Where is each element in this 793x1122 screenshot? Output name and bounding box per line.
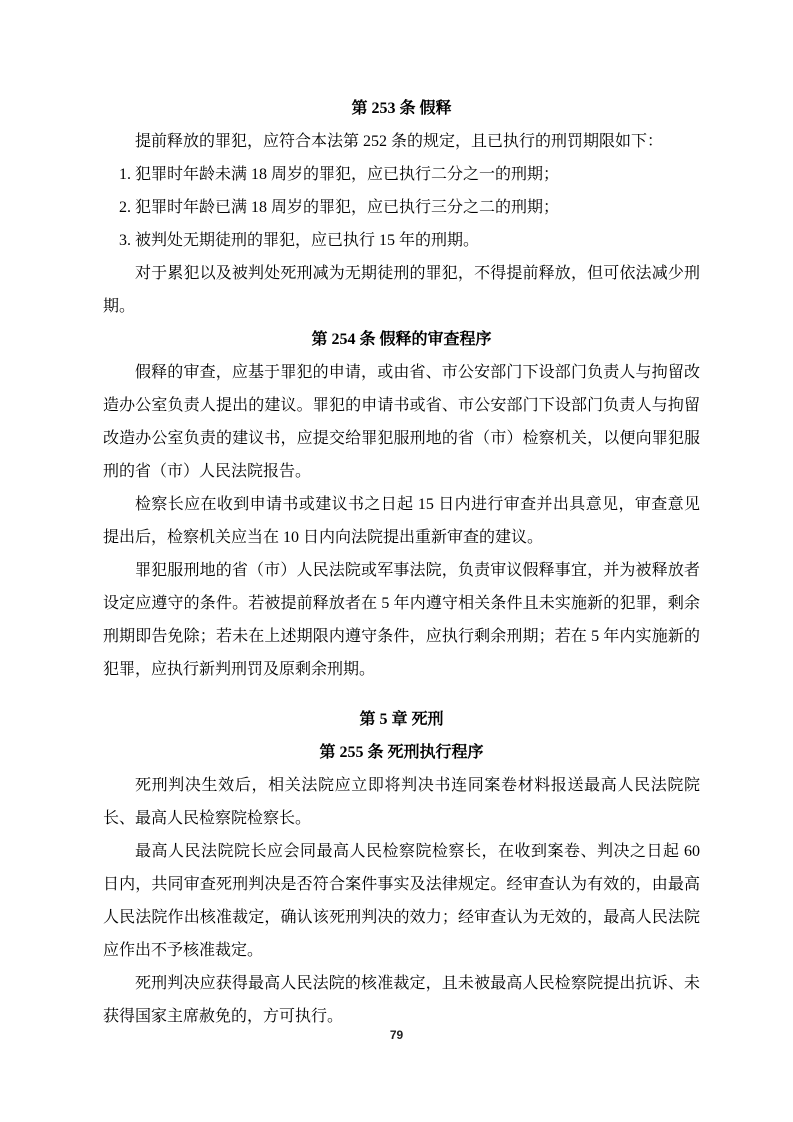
article-heading-253: 第 253 条 假释	[351, 100, 452, 117]
list-item-3: 3. 被判处无期徒刑的罪犯，应已执行 15 年的刑期。	[119, 232, 480, 249]
paragraph: 最高人民法院院长应会同最高人民检察院检察长，在收到案卷、判决之日起 60 日内，共同审查死刑判决是否符合案件事实及法律规定。经审查认为有效的，由最高人民法院作出核准裁定，确认该死刑判决的效力；经审查认为无效的，最高人民法院应作出不予核准裁定。	[103, 843, 700, 959]
list-item-2: 2. 犯罪时年龄已满 18 周岁的罪犯，应已执行三分之二的刑期；	[119, 199, 560, 216]
list-item-1: 1. 犯罪时年龄未满 18 周岁的罪犯，应已执行二分之一的刑期；	[119, 166, 560, 183]
paragraph: 提前释放的罪犯，应符合本法第 252 条的规定，且已执行的刑罚期限如下：	[135, 133, 664, 150]
paragraph: 死刑判决应获得最高人民法院的核准裁定，且未被最高人民检察院提出抗诉、未获得国家主席赦免的，方可执行。	[103, 975, 700, 1025]
chapter-heading-5: 第 5 章 死刑	[359, 711, 444, 728]
article-heading-255: 第 255 条 死刑执行程序	[319, 744, 484, 761]
page-number: 79	[389, 1028, 404, 1042]
article-heading-254: 第 254 条 假释的审查程序	[311, 331, 492, 348]
document-body	[103, 92, 700, 1033]
paragraph: 死刑判决生效后，相关法院应立即将判决书连同案卷材料报送最高人民法院院长、最高人民检察院检察长。	[103, 777, 700, 827]
paragraph: 假释的审查，应基于罪犯的申请，或由省、市公安部门下设部门负责人与拘留改造办公室负责人提出的建议。罪犯的申请书或省、市公安部门下设部门负责人与拘留改造办公室负责的建议书，应提交给罪犯服刑地的省（市）检察机关，以便向罪犯服刑的省（市）人民法院报告。	[103, 364, 700, 480]
paragraph: 检察长应在收到申请书或建议书之日起 15 日内进行审查并出具意见，审查意见提出后，检察机关应当在 10 日内向法院提出重新审查的建议。	[103, 496, 700, 546]
paragraph: 罪犯服刑地的省（市）人民法院或军事法院，负责审议假释事宜，并为被释放者设定应遵守的条件。若被提前释放者在 5 年内遵守相关条件且未实施新的犯罪，剩余刑期即告免除；若未在上述期限内遵守条件，应执行剩余刑期；若在 5 年内实施新的犯罪，应执行新判刑罚及原剩余刑期。	[103, 562, 700, 678]
paragraph: 对于累犯以及被判处死刑减为无期徒刑的罪犯，不得提前释放，但可依法减少刑期。	[103, 265, 700, 315]
